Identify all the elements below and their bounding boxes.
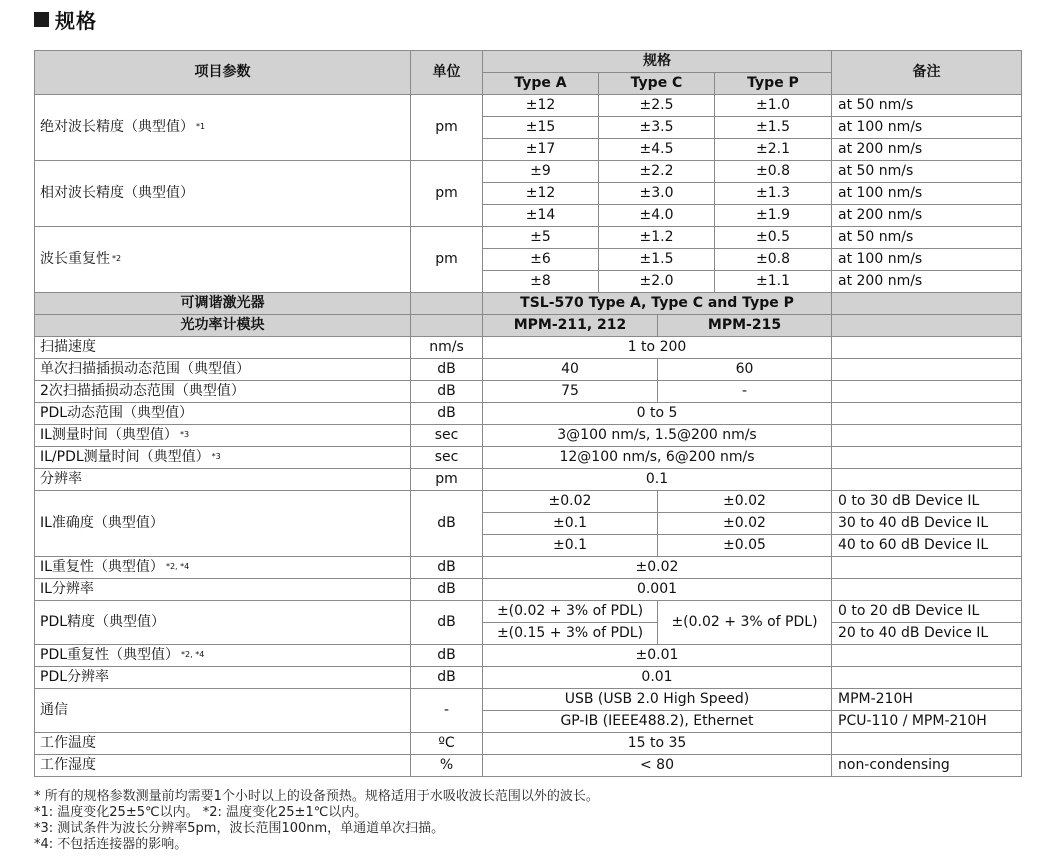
row-unit: dB — [411, 359, 483, 381]
row-label: IL准确度（典型值） — [35, 491, 411, 557]
table-row — [35, 95, 1022, 117]
row-label: 波长重复性 $^{*2}$ — [35, 227, 411, 293]
cell-remark: 0 to 30 dB Device IL — [832, 491, 1022, 513]
cell-value: ±12 — [483, 183, 599, 205]
row-label: PDL重复性（典型值） $^{*2, *4}$ — [35, 645, 411, 667]
row-label: 绝对波长精度（典型值） $^{*1}$ — [35, 95, 411, 161]
cell-value: 75 — [483, 381, 658, 403]
table-row — [35, 733, 1022, 755]
laser-label: 可调谐激光器 — [35, 293, 411, 315]
row-label: IL测量时间（典型值） $^{*3}$ — [35, 425, 411, 447]
row-unit: pm — [411, 227, 483, 293]
cell-value: ±0.1 — [483, 513, 658, 535]
row-unit: pm — [411, 161, 483, 227]
cell-value: ±12 — [483, 95, 599, 117]
table-row — [35, 425, 1022, 447]
module-col1: MPM-211, 212 — [483, 315, 658, 337]
table-row — [35, 755, 1022, 777]
table-row — [35, 579, 1022, 601]
cell-value: ±(0.02 + 3% of PDL) — [483, 601, 658, 623]
cell-value: GP-IB (IEEE488.2), Ethernet — [483, 711, 832, 733]
table-row — [35, 667, 1022, 689]
table-header-row — [35, 51, 1022, 73]
table-row — [35, 645, 1022, 667]
cell-value: ±14 — [483, 205, 599, 227]
row-unit: pm — [411, 95, 483, 161]
row-label: 工作湿度 — [35, 755, 411, 777]
table-row — [35, 557, 1022, 579]
cell-remark: 0 to 20 dB Device IL — [832, 601, 1022, 623]
heading-square-icon — [34, 12, 49, 27]
row-label: 单次扫描插损动态范围（典型值） — [35, 359, 411, 381]
cell-value: - — [658, 381, 832, 403]
header-remark: 备注 — [832, 51, 1022, 95]
cell-remark: at 200 nm/s — [832, 139, 1022, 161]
cell-value: ±0.02 — [658, 491, 832, 513]
row-label: 相对波长精度（典型值） — [35, 161, 411, 227]
cell-value: ±0.05 — [658, 535, 832, 557]
module-col2: MPM-215 — [658, 315, 832, 337]
row-unit: dB — [411, 579, 483, 601]
cell-value: ±8 — [483, 271, 599, 293]
row-label: 通信 — [35, 689, 411, 733]
section-heading — [34, 4, 97, 34]
footnote: *4: 不包括连接器的影响。 — [34, 837, 188, 852]
cell-value: ±0.8 — [715, 161, 832, 183]
cell-value: 12@100 nm/s, 6@200 nm/s — [483, 447, 832, 469]
table-row — [35, 447, 1022, 469]
cell-remark: 20 to 40 dB Device IL — [832, 623, 1022, 645]
cell-value: ±(0.15 + 3% of PDL) — [483, 623, 658, 645]
footnote: * 所有的规格参数测量前均需要1个小时以上的设备预热。规格适用于水吸收波长范围以外的波长。 — [34, 789, 599, 804]
row-unit: dB — [411, 645, 483, 667]
cell-value: ±0.1 — [483, 535, 658, 557]
cell-remark: non-condensing — [832, 755, 1022, 777]
laser-value: TSL-570 Type A, Type C and Type P — [483, 293, 832, 315]
row-unit: dB — [411, 557, 483, 579]
table-row — [35, 689, 1022, 711]
cell-value: ±1.5 — [715, 117, 832, 139]
row-label: IL/PDL测量时间（典型值） $^{*3}$ — [35, 447, 411, 469]
row-label: 工作温度 — [35, 733, 411, 755]
cell-value: ±1.3 — [715, 183, 832, 205]
cell-value: 0 to 5 — [483, 403, 832, 425]
cell-value: ±2.5 — [599, 95, 715, 117]
table-row — [35, 381, 1022, 403]
table-row — [35, 601, 1022, 623]
cell-remark: at 200 nm/s — [832, 205, 1022, 227]
header-spec: 规格 — [483, 51, 832, 73]
laser-header-row — [35, 293, 1022, 315]
module-header-row — [35, 315, 1022, 337]
header-unit: 单位 — [411, 51, 483, 95]
table-row — [35, 403, 1022, 425]
cell-value: ±1.5 — [599, 249, 715, 271]
row-label: 分辨率 — [35, 469, 411, 491]
row-label: IL重复性（典型值） $^{*2, *4}$ — [35, 557, 411, 579]
table-row — [35, 227, 1022, 249]
row-unit: pm — [411, 469, 483, 491]
row-unit: sec — [411, 447, 483, 469]
cell-value: ±(0.02 + 3% of PDL) — [658, 601, 832, 645]
cell-remark: at 100 nm/s — [832, 249, 1022, 271]
row-label: 扫描速度 — [35, 337, 411, 359]
row-label: IL分辨率 — [35, 579, 411, 601]
cell-value: ±6 — [483, 249, 599, 271]
cell-value: ±1.9 — [715, 205, 832, 227]
cell-value: 1 to 200 — [483, 337, 832, 359]
cell-remark: PCU-110 / MPM-210H — [832, 711, 1022, 733]
table-row — [35, 337, 1022, 359]
row-unit: dB — [411, 491, 483, 557]
cell-value: 0.001 — [483, 579, 832, 601]
table-row — [35, 491, 1022, 513]
cell-value: 40 — [483, 359, 658, 381]
cell-remark: at 100 nm/s — [832, 183, 1022, 205]
row-label: PDL分辨率 — [35, 667, 411, 689]
cell-remark: at 50 nm/s — [832, 161, 1022, 183]
row-unit: - — [411, 689, 483, 733]
row-label: PDL动态范围（典型值） — [35, 403, 411, 425]
row-unit: % — [411, 755, 483, 777]
cell-remark: at 100 nm/s — [832, 117, 1022, 139]
cell-value: 0.01 — [483, 667, 832, 689]
row-unit: dB — [411, 403, 483, 425]
cell-value: ±1.0 — [715, 95, 832, 117]
cell-value: 15 to 35 — [483, 733, 832, 755]
footnote: *3: 测试条件为波长分辨率5pm，波长范围100nm，单通道单次扫描。 — [34, 821, 445, 836]
cell-value: ±3.0 — [599, 183, 715, 205]
table-row — [35, 161, 1022, 183]
footnote: *1: 温度变化25±5℃以内。 *2: 温度变化25±1℃以内。 — [34, 805, 368, 820]
cell-value: ±3.5 — [599, 117, 715, 139]
header-item: 项目参数 — [35, 51, 411, 95]
cell-value: ±2.0 — [599, 271, 715, 293]
cell-value: ±0.02 — [658, 513, 832, 535]
row-unit: dB — [411, 667, 483, 689]
cell-value: ±9 — [483, 161, 599, 183]
row-unit: sec — [411, 425, 483, 447]
cell-value: ±15 — [483, 117, 599, 139]
cell-value: ±1.1 — [715, 271, 832, 293]
cell-value: ±0.5 — [715, 227, 832, 249]
cell-value: ±0.02 — [483, 557, 832, 579]
table-row — [35, 469, 1022, 491]
cell-value: USB (USB 2.0 High Speed) — [483, 689, 832, 711]
cell-value: 0.1 — [483, 469, 832, 491]
row-unit: dB — [411, 601, 483, 645]
cell-value: 3@100 nm/s, 1.5@200 nm/s — [483, 425, 832, 447]
cell-value: ±17 — [483, 139, 599, 161]
row-unit: dB — [411, 381, 483, 403]
cell-value: ±0.8 — [715, 249, 832, 271]
row-label: 2次扫描插损动态范围（典型值） — [35, 381, 411, 403]
header-type-c: Type C — [599, 73, 715, 95]
cell-remark: 40 to 60 dB Device IL — [832, 535, 1022, 557]
cell-value: ±4.0 — [599, 205, 715, 227]
cell-value: < 80 — [483, 755, 832, 777]
cell-value: 60 — [658, 359, 832, 381]
table-row — [35, 359, 1022, 381]
header-type-a: Type A — [483, 73, 599, 95]
row-label: PDL精度（典型值） — [35, 601, 411, 645]
section-title: 规格 — [55, 8, 97, 33]
spec-table — [34, 50, 1022, 777]
cell-value: ±0.01 — [483, 645, 832, 667]
cell-remark: 30 to 40 dB Device IL — [832, 513, 1022, 535]
cell-remark: at 50 nm/s — [832, 227, 1022, 249]
cell-remark: MPM-210H — [832, 689, 1022, 711]
row-unit: ºC — [411, 733, 483, 755]
cell-value: ±5 — [483, 227, 599, 249]
cell-value: ±1.2 — [599, 227, 715, 249]
cell-remark: at 50 nm/s — [832, 95, 1022, 117]
cell-value: ±0.02 — [483, 491, 658, 513]
header-type-p: Type P — [715, 73, 832, 95]
footnotes — [34, 789, 599, 853]
cell-value: ±2.2 — [599, 161, 715, 183]
cell-value: ±4.5 — [599, 139, 715, 161]
row-unit: nm/s — [411, 337, 483, 359]
cell-value: ±2.1 — [715, 139, 832, 161]
module-label: 光功率计模块 — [35, 315, 411, 337]
cell-remark: at 200 nm/s — [832, 271, 1022, 293]
